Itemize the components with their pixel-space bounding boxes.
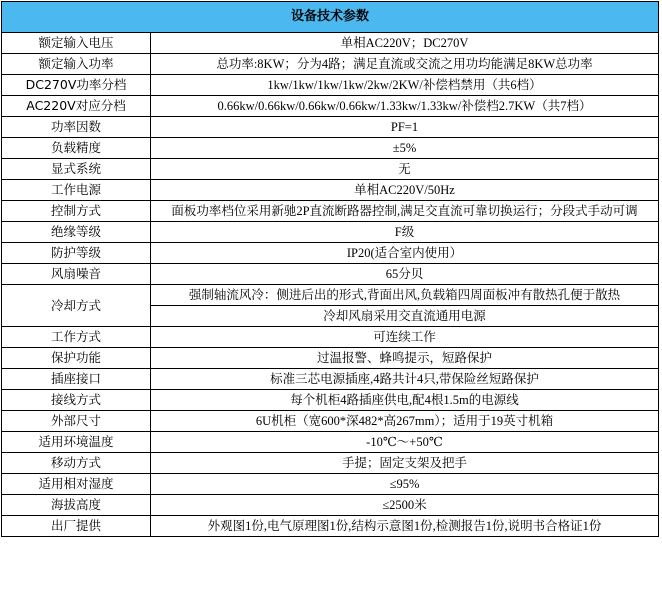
row-label: AC220V对应分档: [2, 96, 151, 117]
row-label: 工作方式: [2, 327, 151, 348]
row-value-secondary: 冷却风扇采用交直流通用电源: [151, 306, 659, 327]
row-label: 控制方式: [2, 201, 151, 222]
row-label: 移动方式: [2, 453, 151, 474]
table-row: [2, 453, 659, 474]
spec-table: [1, 1, 659, 537]
row-value: 无: [151, 159, 659, 180]
row-value: IP20(适合室内使用）: [151, 243, 659, 264]
row-value: 65分贝: [151, 264, 659, 285]
table-row: [2, 243, 659, 264]
table-header-row: [2, 2, 659, 33]
row-label: 功率因数: [2, 117, 151, 138]
row-label: 保护功能: [2, 348, 151, 369]
table-row: [2, 495, 659, 516]
row-label: 外部尺寸: [2, 411, 151, 432]
table-row: [2, 96, 659, 117]
row-value: 标准三芯电源插座,4路共计4只,带保险丝短路保护: [151, 369, 659, 390]
row-label: 适用相对湿度: [2, 474, 151, 495]
table-row: [2, 474, 659, 495]
table-row: [2, 369, 659, 390]
row-value: F级: [151, 222, 659, 243]
table-row: [2, 348, 659, 369]
table-row: [2, 411, 659, 432]
row-label: 插座接口: [2, 369, 151, 390]
table-row: [2, 264, 659, 285]
table-row: [2, 201, 659, 222]
row-value: -10℃～+50℃: [151, 432, 659, 453]
table-row: [2, 432, 659, 453]
table-row: [2, 75, 659, 96]
row-value: 强制轴流风冷：侧进后出的形式,背面出风,负载箱四周面板冲有散热孔便于散热: [151, 285, 659, 306]
row-value: ±5%: [151, 138, 659, 159]
row-value: 可连续工作: [151, 327, 659, 348]
table-row: [2, 285, 659, 306]
row-label: 额定输入电压: [2, 33, 151, 54]
row-label: 显式系统: [2, 159, 151, 180]
row-label: 海拔高度: [2, 495, 151, 516]
table-row: [2, 180, 659, 201]
row-label: 负载精度: [2, 138, 151, 159]
row-label: 额定输入功率: [2, 54, 151, 75]
row-value: 6U机柜（宽600*深482*高267mm）；适用于19英寸机箱: [151, 411, 659, 432]
table-row: [2, 516, 659, 537]
row-label: 接线方式: [2, 390, 151, 411]
table-row: [2, 222, 659, 243]
row-label: 防护等级: [2, 243, 151, 264]
table-row: [2, 159, 659, 180]
table-row: [2, 54, 659, 75]
row-value: 1kw/1kw/1kw/1kw/2kw/2KW/补偿档禁用（共6档）: [151, 75, 659, 96]
row-value: 每个机柜4路插座供电,配4根1.5m的电源线: [151, 390, 659, 411]
row-value: PF=1: [151, 117, 659, 138]
row-value: ≤95%: [151, 474, 659, 495]
row-label: 适用环境温度: [2, 432, 151, 453]
row-label: DC270V功率分档: [2, 75, 151, 96]
table-row: [2, 33, 659, 54]
row-value: 0.66kw/0.66kw/0.66kw/0.66kw/1.33kw/1.33kw/补偿档2.7KW（共7档）: [151, 96, 659, 117]
table-row: [2, 138, 659, 159]
table-row: [2, 117, 659, 138]
row-value: 总功率:8KW；分为4路；满足直流或交流之用功均能满足8KW总功率: [151, 54, 659, 75]
row-value: 外观图1份,电气原理图1份,结构示意图1份,检测报告1份,说明书合格证1份: [151, 516, 659, 537]
table-title: 设备技术参数: [2, 2, 659, 33]
row-value: 过温报警、蜂鸣提示，短路保护: [151, 348, 659, 369]
table-row: [2, 390, 659, 411]
row-value: 面板功率档位采用新驰2P直流断路器控制,满足交直流可靠切换运行；分段式手动可调: [151, 201, 659, 222]
row-label: 绝缘等级: [2, 222, 151, 243]
row-label: 风扇噪音: [2, 264, 151, 285]
row-label: 工作电源: [2, 180, 151, 201]
row-value: 手提；固定支架及把手: [151, 453, 659, 474]
table-row: [2, 327, 659, 348]
row-value: 单相AC220V/50Hz: [151, 180, 659, 201]
row-value: 单相AC220V；DC270V: [151, 33, 659, 54]
row-label: 出厂提供: [2, 516, 151, 537]
row-label: 冷却方式: [2, 285, 151, 327]
row-value: ≤2500米: [151, 495, 659, 516]
